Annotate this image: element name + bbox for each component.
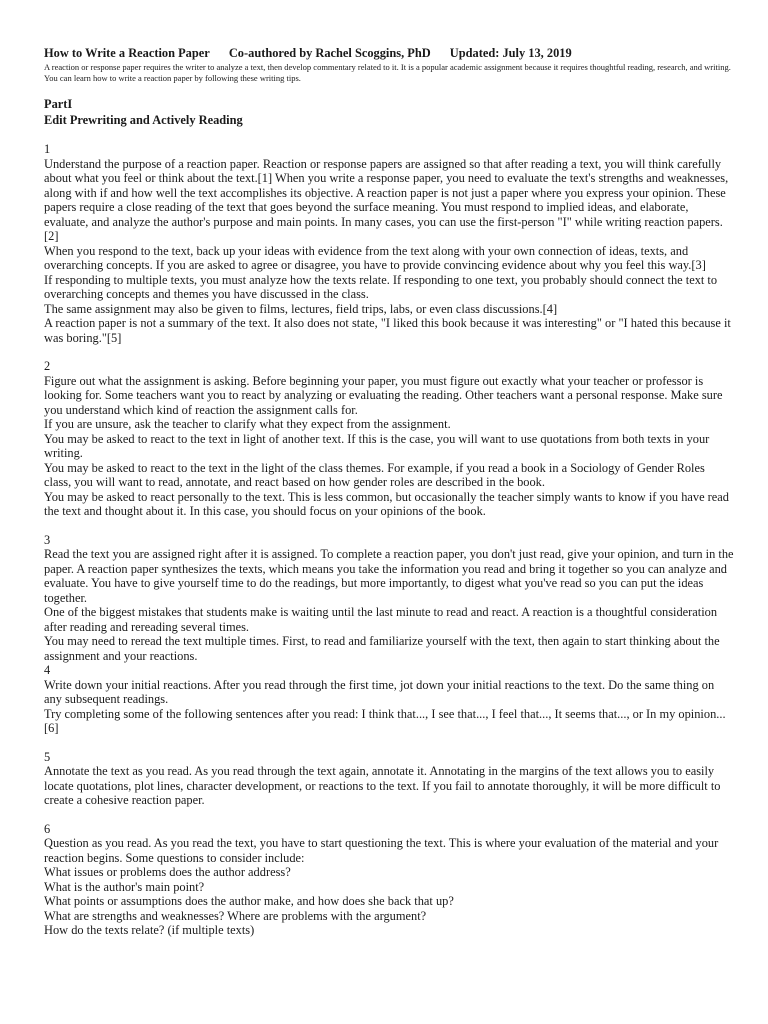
question-item: What issues or problems does the author address? xyxy=(44,865,291,879)
updated-date: Updated: July 13, 2019 xyxy=(449,46,572,60)
step-paragraph: Figure out what the assignment is asking. Before beginning your paper, you must figure out exactly what your teacher or professor is looking for. Some teachers want you to react by analyzing or evaluating the reading. Other teachers want a personal response. Make sure you understand which kind of reaction the assignment calls for. xyxy=(44,373,723,417)
step-paragraph: Question as you read. As you read the text, you have to start questioning the text. This is where your evaluation of the material and your reaction begins. Some questions to consider include: xyxy=(44,836,719,865)
step-paragraph: The same assignment may also be given to films, lectures, field trips, labs, or even class discussions.[4] xyxy=(44,301,558,316)
step-number: 6 xyxy=(44,821,51,836)
step-paragraph: When you respond to the text, back up your ideas with evidence from the text along with your own connection of ideas, texts, and overarching concepts. If you are asked to agree or disagree, you have to provide convincing evidence about why you feel this way.[3] xyxy=(44,243,706,272)
step-paragraph: You may be asked to react to the text in the light of the class themes. For example, if you read a book in a Sociology of Gender Roles class, you will want to read, annotate, and react based on how gender roles are described in the book. xyxy=(44,460,705,489)
step-paragraph: Write down your initial reactions. After you read through the first time, jot down your initial reactions to the text. Do the same thing on any subsequent readings. xyxy=(44,677,715,706)
step-paragraph: Annotate the text as you read. As you read through the text again, annotate it. Annotating in the margins of the text allows you to easily locate quotations, plot lines, character development, or reactions to the text. If you fail to annotate thoroughly, it will be more difficult to create a cohesive reaction paper. xyxy=(44,764,721,807)
step-paragraph: You may need to reread the text multiple times. First, to read and familiarize yourself with the text, then again to start thinking about the assignment and your reactions. xyxy=(44,634,720,663)
step-paragraph: You may be asked to react personally to the text. This is less common, but occasionally the teacher simply wants to know if you have read the text and thought about it. In this case, you should focus on your opinions of the book. xyxy=(44,489,730,518)
section-spacer xyxy=(44,736,734,750)
step-paragraph: If responding to multiple texts, you must analyze how the texts relate. If responding to one text, you probably should connect the text to overarching concepts and themes you have discussed in the class. xyxy=(44,272,718,301)
step-number: 4 xyxy=(44,663,51,677)
step-paragraph: Read the text you are assigned right after it is assigned. To complete a reaction paper, you don't just read, give your opinion, and turn in the paper. A reaction paper synthesizes the texts, which means you take the information you read and bring it together so you can analyze and evaluate. You have to give yourself time to do the readings, but more importantly, to digest what you've read so you can put the ideas together. xyxy=(44,547,734,605)
section-spacer xyxy=(44,519,734,533)
step-paragraph: Try completing some of the following sentences after you read: I think that..., I see that..., I feel that..., It seems that..., or In my opinion...[6] xyxy=(44,706,726,735)
document-page xyxy=(44,46,734,938)
step-paragraph: One of the biggest mistakes that students make is waiting until the last minute to read and react. A reaction is a thoughtful consideration after reading and rereading several times. xyxy=(44,605,718,634)
step-paragraph: You may be asked to react to the text in light of another text. If this is the case, you will want to use quotations from both texts in your writing. xyxy=(44,431,710,460)
question-item: What is the author's main point? xyxy=(44,879,205,894)
section-spacer xyxy=(44,808,734,822)
step-paragraph: A reaction paper is not a summary of the text. It also does not state, "I liked this book because it was interesting" or "I hated this because it was boring."[5] xyxy=(44,316,731,345)
step-number: 2 xyxy=(44,359,51,373)
part-label: PartI xyxy=(44,97,73,111)
step-number: 3 xyxy=(44,532,51,547)
document-title: How to Write a Reaction Paper xyxy=(44,46,210,60)
intro-text: A reaction or response paper requires the writer to analyze a text, then develop commentary related to it. It is a popular academic assignment because it requires thoughtful reading, research, and writing. You can learn how to write a reaction paper by following these writing tips. xyxy=(44,62,731,83)
section-spacer xyxy=(44,345,734,359)
question-item: What points or assumptions does the author make, and how does she back that up? xyxy=(44,894,454,908)
step-number: 5 xyxy=(44,749,51,764)
step-paragraph: Understand the purpose of a reaction paper. Reaction or response papers are assigned so that after reading a text, you will think carefully about what you feel or think about the text.[1] When you write a response paper, you need to evaluate the text's strengths and weaknesses, along with if and how well the text accomplishes its objective. A reaction paper is not just a paper where you express your opinion. These papers require a close reading of the text that goes beyond the surface meaning. You must respond to implied ideas, and elaborate, evaluate, and analyze the author's purpose and main points. In many cases, you can use the first-person "I" while writing reaction papers.[2] xyxy=(44,156,729,243)
step-number: 1 xyxy=(44,142,51,156)
document-header xyxy=(44,46,734,60)
step-paragraph: If you are unsure, ask the teacher to clarify what they expect from the assignment. xyxy=(44,417,451,431)
question-item: What are strengths and weaknesses? Where are problems with the argument? xyxy=(44,908,427,923)
question-item: How do the texts relate? (if multiple texts) xyxy=(44,923,255,937)
part-title: Edit Prewriting and Actively Reading xyxy=(44,113,243,127)
author-byline: Co-authored by Rachel Scoggins, PhD xyxy=(228,46,431,60)
